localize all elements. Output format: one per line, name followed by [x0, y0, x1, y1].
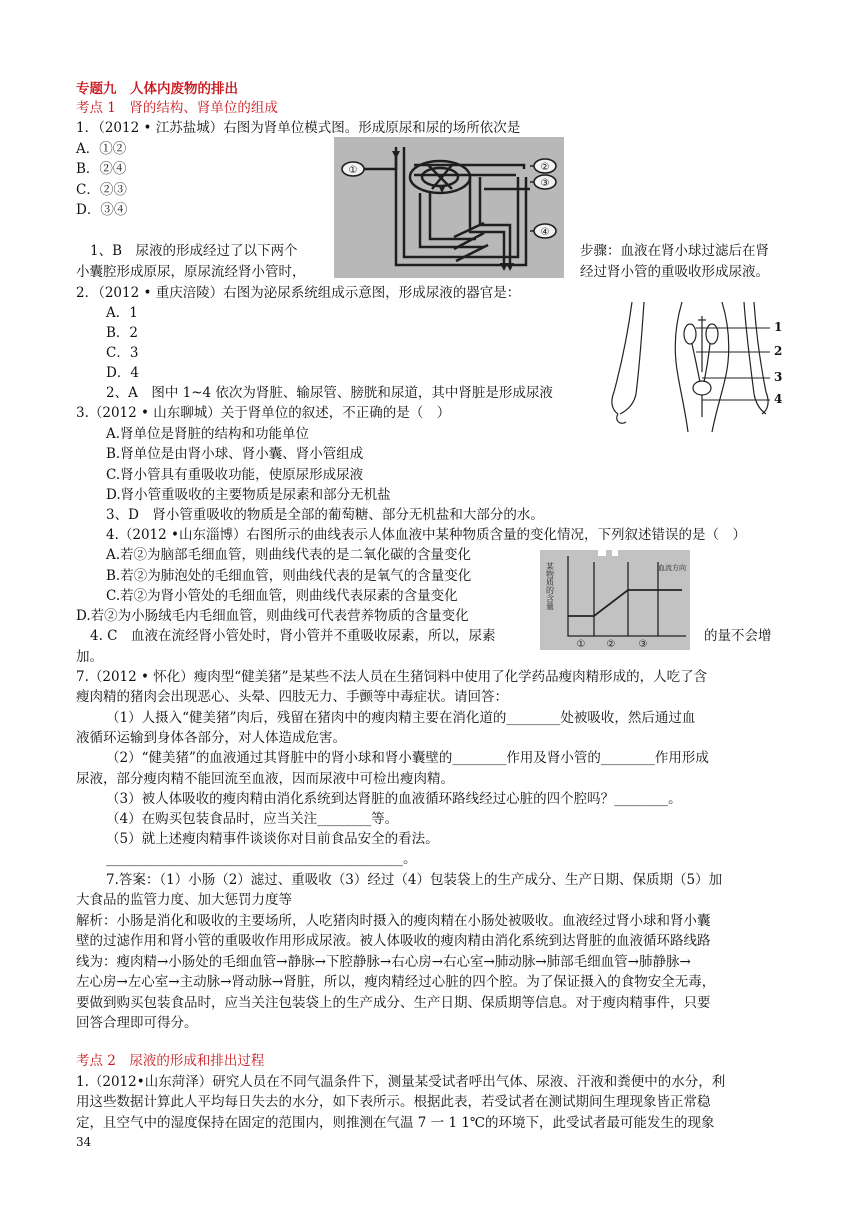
q3-stem: 3.（2012 • 山东聊城）关于肾单位的叙述，不正确的是（ ）: [76, 405, 451, 421]
urinary-label-2: 2: [774, 344, 783, 358]
q2-option-b: B．2: [106, 325, 139, 341]
urinary-label-3: 3: [774, 370, 783, 384]
q4-option-d: D.若②为小肠绒毛内毛细血管，则曲线可代表营养物质的含量变化: [76, 608, 469, 624]
q4-option-b: B.若②为肺泡处的毛细血管，则曲线代表的是氧气的含量变化: [106, 568, 472, 584]
q1-option-c: C．②③: [76, 182, 127, 198]
urinary-system-diagram: [604, 302, 804, 432]
q8-stem-line1: 1.（2012•山东菏泽）研究人员在不同气温条件下，测量某受试者呼出气体、尿液、汗液和粪便中的水分，利: [76, 1074, 726, 1090]
q4-option-c: C.若②为肾小管处的毛细血管，则曲线代表尿素的含量变化: [106, 588, 458, 604]
q2-option-d: D．4: [106, 365, 139, 381]
q2-answer: 2、A 图中 1~4 依次为肾脏、输尿管、膀胱和尿道，其中肾脏是形成尿液: [106, 385, 553, 401]
q3-option-d: D.肾小管重吸收的主要物质是尿素和部分无机盐: [106, 487, 391, 503]
exam-point-2-title: 考点 2 尿液的形成和排出过程: [76, 1053, 265, 1069]
page-number: 34: [76, 1135, 92, 1149]
q1-answer-part3: 小囊腔形成原尿，原尿流经肾小管时，: [76, 264, 306, 280]
chart-tick-1: ①: [576, 639, 586, 650]
q7-answer-line1: 7.答案：（1）小肠（2）滤过、重吸收（3）经过（4）包装袋上的生产成分、生产日期、保质期（5）加: [106, 872, 723, 888]
q1-stem: 1．（2012 • 江苏盐城）右图为肾单位模式图。形成原尿和尿的场所依次是: [76, 120, 521, 136]
q7-sub4: （4）在购买包装食品时，应当关注________等。: [106, 811, 399, 827]
q2-stem: 2．（2012 • 重庆涪陵）右图为泌尿系统组成示意图，形成尿液的器官是：: [76, 285, 521, 301]
q7-sub2-line1: （2）“健美猪”的血液通过其肾脏中的肾小球和肾小囊壁的________作用及肾小管的________作用形成: [106, 750, 709, 766]
q7-explanation-line5: 要做到购买包装食品时，应当关注包装袋上的生产成分、生产日期、保质期等信息。对于瘦肉精事件，只要: [76, 995, 711, 1011]
q7-sub3: （3）被人体吸收的瘦肉精由消化系统到达肾脏的血液循环路线经过心脏的四个腔吗？________。: [106, 791, 682, 807]
q7-sub2-line2: 尿液，部分瘦肉精不能回流至血液，因而尿液中可检出瘦肉精。: [76, 771, 454, 787]
q7-answer-line2: 大食品的监管力度、加大惩罚力度等: [76, 892, 292, 908]
q7-explanation-line1: 解析：小肠是消化和吸收的主要场所，人吃猪肉时摄入的瘦肉精在小肠处被吸收。血液经过肾小球和肾小囊: [76, 913, 711, 929]
exam-point-1-title: 考点 1 肾的结构、肾单位的组成: [76, 100, 278, 116]
chart-y-axis-label: 某物质的含量: [545, 562, 555, 610]
q3-option-a: A.肾单位是肾脏的结构和功能单位: [106, 426, 310, 442]
q1-option-a: A．①②: [76, 141, 127, 157]
q7-explanation-line2: 壁的过滤作用和肾小管的重吸收作用形成尿液。被人体吸收的瘦肉精由消化系统到达肾脏的血液循环路线路: [76, 933, 711, 949]
q1-option-b: B．②④: [76, 161, 127, 177]
nephron-label-4: ④: [540, 227, 550, 238]
q3-option-b: B.肾单位是由肾小球、肾小囊、肾小管组成: [106, 446, 364, 462]
nephron-label-2: ②: [540, 162, 550, 173]
q3-answer: 3、D 肾小管重吸收的物质是全部的葡萄糖、部分无机盐和大部分的水。: [106, 507, 544, 523]
nephron-label-3: ③: [540, 178, 550, 189]
chart-tick-3: ③: [638, 639, 648, 650]
q7-stem-line2: 瘦肉精的猪肉会出现恶心、头晕、四肢无力、手颤等中毒症状。请回答：: [76, 689, 508, 705]
q4-answer-part2: 的量不会增: [704, 628, 772, 644]
q2-option-c: C．3: [106, 345, 139, 361]
urinary-label-4: 4: [774, 392, 783, 406]
section-heading: 专题九 人体内废物的排出: [76, 81, 238, 97]
urinary-label-1: 1: [774, 320, 783, 334]
q7-stem-line1: 7.（2012 • 怀化）瘦肉型“健美猪”是某些不法人员在生猪饲料中使用了化学药品瘦肉精形成的，人吃了含: [76, 669, 708, 685]
q1-answer-part2: 步骤：血液在肾小球过滤后在肾: [580, 243, 769, 259]
q7-explanation-line4: 左心房→左心室→主动脉→肾动脉→肾脏，所以，瘦肉精经过心脏的四个腔。为了保证摄入的食物安全无毒，: [76, 974, 716, 990]
nephron-diagram: [334, 137, 564, 278]
q7-sub1-line2: 液循环运输到身体各部分，对人体造成危害。: [76, 730, 346, 746]
q7-explanation-line6: 回答合理即可得分。: [76, 1015, 198, 1031]
q2-option-a: A．1: [106, 305, 138, 321]
q8-stem-line3: 定，且空气中的湿度保持在固定的范围内，则推测在气温 7 一 1 1℃的环境下，此受试者最可能发生的现象: [76, 1115, 715, 1131]
q7-sub5-blank: ____________________________________________。: [106, 851, 417, 867]
q4-answer-part3: 加。: [76, 649, 103, 665]
q1-option-d: D．③④: [76, 202, 128, 218]
q4-stem: 4.（2012 •山东淄博）右图所示的曲线表示人体血液中某种物质含量的变化情况，下列叙述错误的是（ ）: [106, 527, 746, 543]
substance-curve-chart: [540, 550, 690, 650]
q4-option-a: A.若②为脑部毛细血管，则曲线代表的是二氧化碳的含量变化: [106, 547, 472, 563]
q8-stem-line2: 用这些数据计算此人平均每日失去的水分，如下表所示。根据此表，若受试者在测试期间生理现象皆正常稳: [76, 1094, 711, 1110]
q1-answer-part4: 经过肾小管的重吸收形成尿液。: [580, 264, 769, 280]
q7-sub5: （5）就上述瘦肉精事件谈谈你对目前食品安全的看法。: [106, 831, 439, 847]
nephron-label-1: ①: [348, 165, 358, 176]
chart-tick-2: ②: [606, 639, 616, 650]
q4-answer-part1: 4. C 血液在流经肾小管处时，肾小管并不重吸收尿素，所以，尿素: [90, 628, 496, 644]
q3-option-c: C.肾小管具有重吸收功能，使原尿形成尿液: [106, 467, 364, 483]
q1-answer-part1: 1、B 尿液的形成经过了以下两个: [90, 243, 298, 259]
chart-x-axis-label: 血流方向: [658, 564, 686, 572]
q7-explanation-line3: 线为：瘦肉精→小肠处的毛细血管→静脉→下腔静脉→右心房→右心室→肺动脉→肺部毛细血管→肺静脉→: [76, 954, 691, 970]
q7-sub1-line1: （1）人摄入“健美猪”肉后，残留在猪肉中的瘦肉精主要在消化道的________处被吸收，然后通过血: [106, 710, 696, 726]
